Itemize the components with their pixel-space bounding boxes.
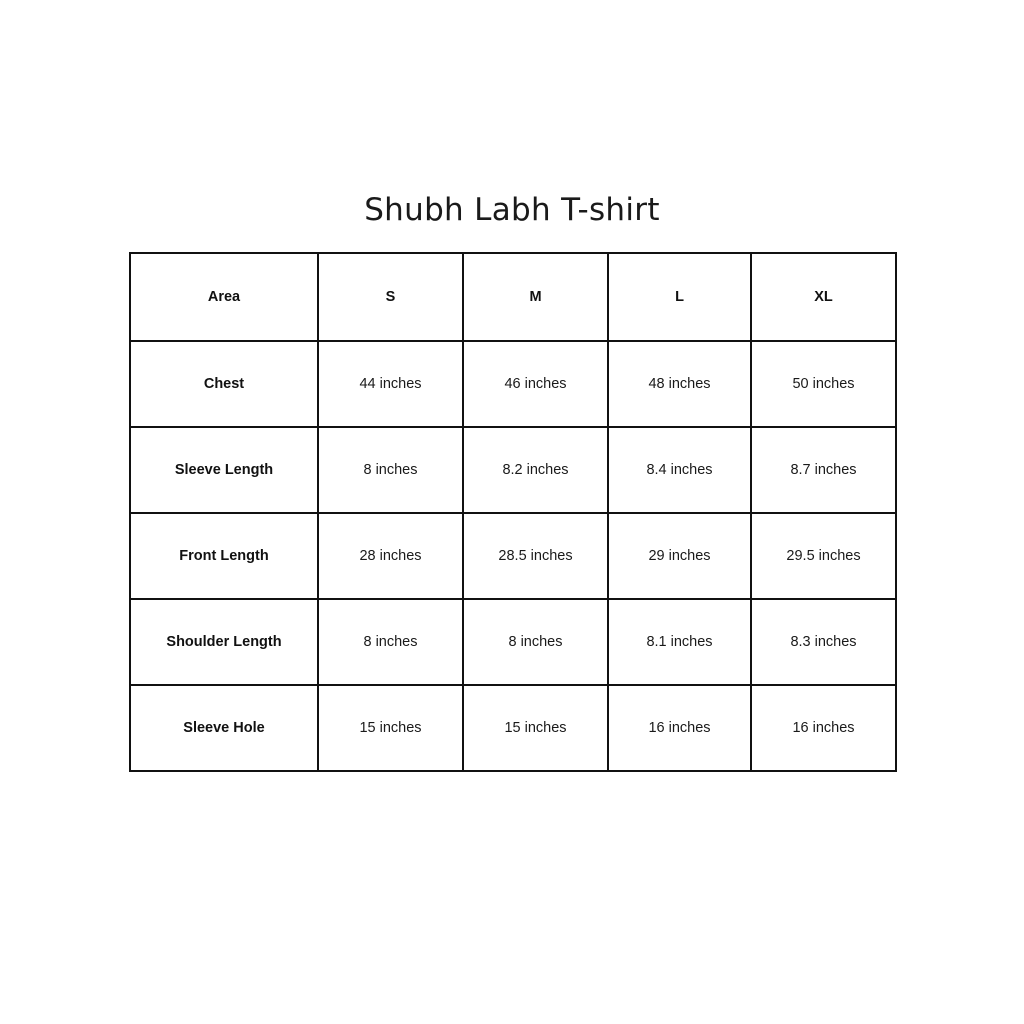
header-size-l: L	[608, 253, 751, 341]
table-cell: 8 inches	[463, 599, 608, 685]
size-chart-table	[129, 252, 897, 772]
row-label: Shoulder Length	[130, 599, 318, 685]
chart-title: Shubh Labh T-shirt	[364, 192, 660, 228]
table-cell: 29.5 inches	[751, 513, 896, 599]
table-cell: 28 inches	[318, 513, 463, 599]
table-row-front-length	[130, 513, 896, 599]
table-cell: 15 inches	[318, 685, 463, 771]
table-cell: 48 inches	[608, 341, 751, 427]
table-cell: 15 inches	[463, 685, 608, 771]
row-label: Front Length	[130, 513, 318, 599]
table-cell: 28.5 inches	[463, 513, 608, 599]
table-cell: 8.2 inches	[463, 427, 608, 513]
header-size-s: S	[318, 253, 463, 341]
header-size-xl: XL	[751, 253, 896, 341]
table-cell: 16 inches	[608, 685, 751, 771]
table-cell: 8 inches	[318, 427, 463, 513]
table-cell: 44 inches	[318, 341, 463, 427]
table-cell: 8.3 inches	[751, 599, 896, 685]
header-area: Area	[130, 253, 318, 341]
table-cell: 46 inches	[463, 341, 608, 427]
row-label: Sleeve Length	[130, 427, 318, 513]
table-row-chest	[130, 341, 896, 427]
table-cell: 29 inches	[608, 513, 751, 599]
header-row	[130, 253, 896, 341]
row-label: Sleeve Hole	[130, 685, 318, 771]
table-cell: 8.4 inches	[608, 427, 751, 513]
table-row-shoulder-length	[130, 599, 896, 685]
table-row-sleeve-length	[130, 427, 896, 513]
table-row-sleeve-hole	[130, 685, 896, 771]
row-label: Chest	[130, 341, 318, 427]
table-cell: 50 inches	[751, 341, 896, 427]
table-cell: 8.7 inches	[751, 427, 896, 513]
table-cell: 8 inches	[318, 599, 463, 685]
table-cell: 8.1 inches	[608, 599, 751, 685]
header-size-m: M	[463, 253, 608, 341]
table-cell: 16 inches	[751, 685, 896, 771]
